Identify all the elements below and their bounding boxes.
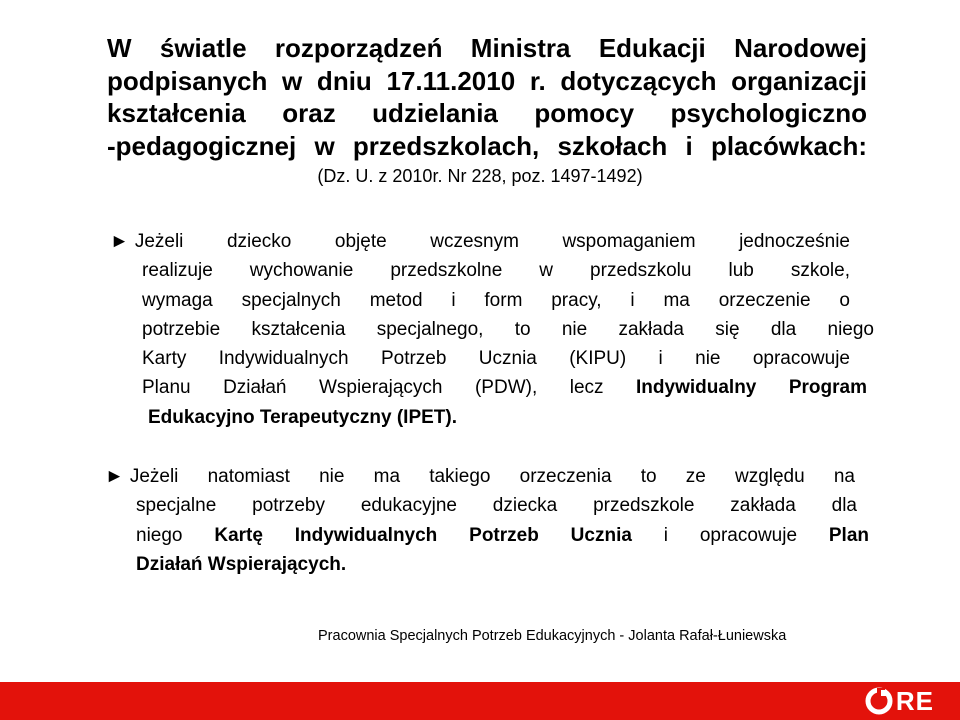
bullet-paragraph-2 bbox=[105, 462, 869, 579]
footer-author: Pracownia Specjalnych Potrzeb Edukacyjnych - Jolanta Rafał-Łuniewska bbox=[318, 628, 787, 644]
arrow-bullet-icon: ► bbox=[105, 466, 124, 487]
paragraph-line: potrzebie kształcenia specjalnego, to nie zakłada się dla niego bbox=[142, 318, 874, 340]
title-line: -pedagogicznej w przedszkolach, szkołach i placówkach: bbox=[107, 130, 867, 161]
arrow-bullet-icon: ► bbox=[110, 231, 129, 252]
footer-bar bbox=[0, 682, 960, 720]
paragraph-line: Edukacyjno Terapeutyczny (IPET). bbox=[148, 406, 458, 428]
title-line: W światle rozporządzeń Ministra Edukacji Narodowej bbox=[107, 33, 867, 63]
ore-ring-icon bbox=[864, 686, 894, 716]
paragraph-line: ► Jeżeli natomiast nie ma takiego orzeczenia to ze względu na bbox=[105, 462, 855, 491]
legal-reference: (Dz. U. z 2010r. Nr 228, poz. 1497-1492) bbox=[317, 166, 643, 186]
bullet-paragraph-1 bbox=[110, 227, 874, 432]
paragraph-line: ► Jeżeli dziecko objęte wczesnym wspomaganiem jednocześnie bbox=[110, 227, 850, 256]
paragraph-line: Planu Działań Wspierających (PDW), lecz Indywidualny Program bbox=[142, 377, 867, 399]
logo-text: RE bbox=[895, 685, 934, 716]
paragraph-line: Działań Wspierających. bbox=[136, 553, 347, 575]
ore-logo-icon bbox=[864, 686, 934, 716]
title-line: kształcenia oraz udzielania pomocy psychologiczno bbox=[107, 98, 867, 128]
title-line: podpisanych w dniu 17.11.2010 r. dotyczących organizacji bbox=[107, 65, 867, 96]
paragraph-line: wymaga specjalnych metod i form pracy, i ma orzeczenie o bbox=[142, 289, 850, 311]
paragraph-line: realizuje wychowanie przedszkolne w przedszkolu lub szkole, bbox=[142, 260, 850, 282]
slide-title bbox=[107, 32, 867, 162]
paragraph-line: niego Kartę Indywidualnych Potrzeb Ucznia i opracowuje Plan bbox=[136, 524, 869, 546]
paragraph-line: Karty Indywidualnych Potrzeb Ucznia (KIPU) i nie opracowuje bbox=[142, 348, 850, 370]
paragraph-line: specjalne potrzeby edukacyjne dziecka przedszkole zakłada dla bbox=[136, 495, 857, 517]
